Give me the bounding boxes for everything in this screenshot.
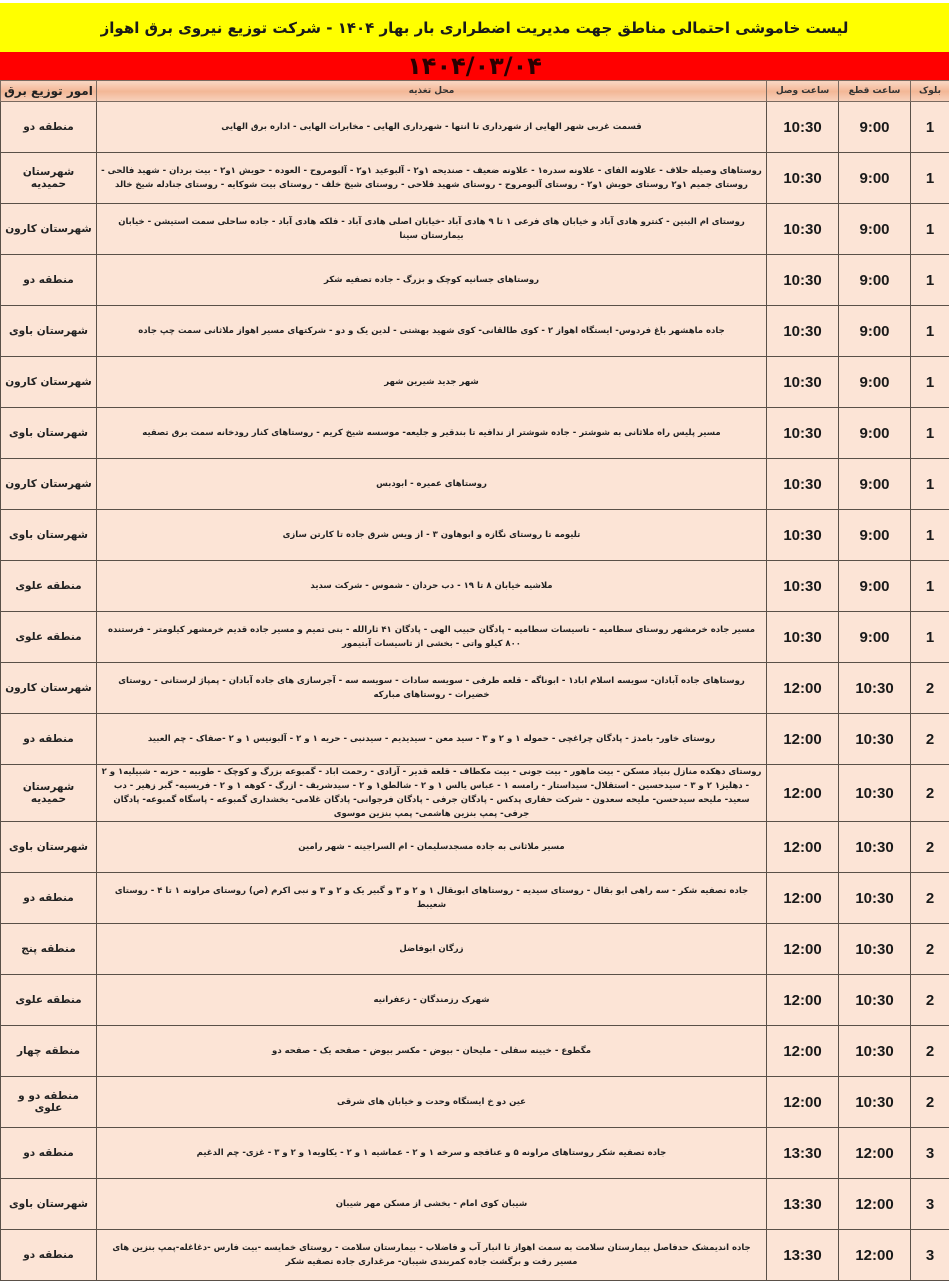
location-cell: جاده ماهشهر باغ فردوس- ایستگاه اهواز ۲ - کوی طالقانی- کوی شهید بهشتی - لدین یک و دو - شرکتهای مسیر اهواز ملاثانی سمت چپ جاده — [97, 306, 767, 357]
region-cell: منطقه دو — [1, 1128, 97, 1179]
off-time-cell: 10:30 — [839, 1026, 911, 1077]
column-header-on-time: ساعت وصل — [767, 81, 839, 102]
block-cell: 2 — [911, 1026, 949, 1077]
block-cell: 3 — [911, 1230, 949, 1281]
location-cell: روستاهای جاده آبادان- سویسه اسلام اباد۱ - ابوناگه - قلعه طرفی - سویسه سادات - سویسه سه - آجرسازی های جاده آبادان - پمپاژ لرستانی - روستای خضیرات - روستاهای مبارکه — [97, 663, 767, 714]
location-cell: تلیومه تا روستای نگازه و ابوهاون ۳ - از ویس شرق جاده تا کارتن سازی — [97, 510, 767, 561]
table-row — [1, 975, 949, 1026]
location-cell: ملاشیه خیابان ۸ تا ۱۹ - دب حردان - شموس - شرکت سدید — [97, 561, 767, 612]
region-cell: منطقه دو — [1, 714, 97, 765]
region-cell: شهرستان باوی — [1, 822, 97, 873]
on-time-cell: 12:00 — [767, 765, 839, 822]
off-time-cell: 9:00 — [839, 357, 911, 408]
off-time-cell: 9:00 — [839, 408, 911, 459]
location-cell: شهر جدید شیرین شهر — [97, 357, 767, 408]
on-time-cell: 13:30 — [767, 1230, 839, 1281]
off-time-cell: 9:00 — [839, 204, 911, 255]
off-time-cell: 12:00 — [839, 1179, 911, 1230]
block-cell: 1 — [911, 255, 949, 306]
table-row — [1, 1230, 949, 1281]
off-time-cell: 12:00 — [839, 1230, 911, 1281]
on-time-cell: 12:00 — [767, 663, 839, 714]
off-time-cell: 10:30 — [839, 822, 911, 873]
location-cell: روستای دهکده منازل بنیاد مسکن - بیت ماهور - بیت جونی - بیت مکطاف - قلعه قدیر - آزادی - رحمت اباد - گمبوعه بزرگ و کوچک - طوبیه - حزبه - شبیلیه۱ و ۲ - دهلیز۱ ۲ و ۳ - سیدحسین - استقلال- سیداستار - رامسه ۱ - عباس یالس ۱ و ۲ - شالطق۱ و ۲ - سیدشریف - ازرگ - کوهه ۱ و ۲ - فریسیه- گبر زهیر - دب سعید- ملیحه سیدحسن- ملیحه سعدون - شرکت حفاری پدکس - پادگان جرفی - پادگان فرجوانی- پادگان غلامی- بخشداری گمبوعه - پاسگاه گمبوعه- پادگان جرفی- پمپ بنزین هاشمی- پمپ بنزین موسوی — [97, 765, 767, 822]
on-time-cell: 13:30 — [767, 1128, 839, 1179]
location-cell: مسیر جاده خرمشهر روستای سطامیه - تاسیسات سطامیه - پادگان حبیب الهی - پادگان ۴۱ ثارالله - بنی تمیم و مسیر جاده قدیم خرمشهر کیلومتر - فرستنده ۸۰۰ کیلو واتی - بخشی از تاسیسات آبتیمور — [97, 612, 767, 663]
table-row — [1, 306, 949, 357]
on-time-cell: 10:30 — [767, 306, 839, 357]
region-cell: منطقه دو — [1, 873, 97, 924]
region-cell: شهرستان باوی — [1, 408, 97, 459]
block-cell: 2 — [911, 822, 949, 873]
table-header-row — [1, 81, 949, 102]
table-row — [1, 1128, 949, 1179]
off-time-cell: 12:00 — [839, 1128, 911, 1179]
region-cell: شهرستان باوی — [1, 510, 97, 561]
region-cell: شهرستان باوی — [1, 1179, 97, 1230]
block-cell: 2 — [911, 924, 949, 975]
outage-schedule-table — [0, 80, 949, 1281]
on-time-cell: 10:30 — [767, 204, 839, 255]
location-cell: قسمت غربی شهر الهایی از شهرداری تا انتها - شهرداری الهایی - مخابرات الهایی - اداره برق الهایی — [97, 102, 767, 153]
location-cell: شیبان کوی امام - بخشی از مسکن مهر شیبان — [97, 1179, 767, 1230]
region-cell: شهرستان کارون — [1, 459, 97, 510]
region-cell: شهرستان حمیدیه — [1, 153, 97, 204]
table-row — [1, 153, 949, 204]
table-row — [1, 765, 949, 822]
table-row — [1, 663, 949, 714]
off-time-cell: 10:30 — [839, 1077, 911, 1128]
region-cell: منطقه دو — [1, 102, 97, 153]
off-time-cell: 10:30 — [839, 663, 911, 714]
location-cell: شهرک رزمندگان - زعفرانیه — [97, 975, 767, 1026]
location-cell: روستاهای جسانیه کوچک و بزرگ - جاده تصفیه شکر — [97, 255, 767, 306]
region-cell: منطقه دو — [1, 1230, 97, 1281]
region-cell: منطقه علوی — [1, 561, 97, 612]
on-time-cell: 10:30 — [767, 459, 839, 510]
block-cell: 1 — [911, 459, 949, 510]
off-time-cell: 9:00 — [839, 306, 911, 357]
on-time-cell: 10:30 — [767, 612, 839, 663]
report-date: ۱۴۰۴/۰۳/۰۴ — [0, 52, 949, 80]
region-cell: شهرستان حمیدیه — [1, 765, 97, 822]
table-row — [1, 924, 949, 975]
on-time-cell: 12:00 — [767, 1077, 839, 1128]
region-cell: منطقه علوی — [1, 975, 97, 1026]
location-cell: جاده تصفیه شکر روستاهای مراونه ۵ و عنافجه و سرخه ۱ و ۲ - عماشیه ۱ و ۲ - یکاویه۱ و ۲ و ۳ - غزی- چم الدغیم — [97, 1128, 767, 1179]
off-time-cell: 10:30 — [839, 873, 911, 924]
off-time-cell: 9:00 — [839, 561, 911, 612]
block-cell: 2 — [911, 765, 949, 822]
block-cell: 1 — [911, 510, 949, 561]
region-cell: منطقه دو — [1, 255, 97, 306]
on-time-cell: 12:00 — [767, 822, 839, 873]
location-cell: جاده اندیمشک حدفاصل بیمارستان سلامت به سمت اهواز تا انبار آب و فاضلاب - بیمارستان سلامت - روستای خمایسه -بیت فارس -دغاغله-پمپ بنزین های مسیر رفت و برگشت جاده کمربندی شیبان- مرغداری جاده تصفیه شکر — [97, 1230, 767, 1281]
on-time-cell: 10:30 — [767, 255, 839, 306]
location-cell: روستاهای عمیره - ابودبس — [97, 459, 767, 510]
region-cell: شهرستان باوی — [1, 306, 97, 357]
on-time-cell: 10:30 — [767, 561, 839, 612]
table-row — [1, 510, 949, 561]
location-cell: روستای ام البنین - کنترو هادی آباد و خیابان های فرعی ۱ تا ۹ هادی آباد -خیابان اصلی هادی آباد - فلکه هادی آباد - جاده ساحلی سمت استیشن - خیابان بیمارستان سینا — [97, 204, 767, 255]
table-body — [1, 102, 949, 1281]
table-row — [1, 255, 949, 306]
location-cell: مسیر پلیس راه ملاثانی به شوشتر - جاده شوشتر از ندافیه تا بندقیر و جلیعه- موسسه شیخ کریم - روستاهای کنار رودخانه سمت برق تصفیه — [97, 408, 767, 459]
off-time-cell: 10:30 — [839, 975, 911, 1026]
block-cell: 3 — [911, 1128, 949, 1179]
location-cell: مسیر ملاثانی به جاده مسجدسلیمان - ام السراجینه - شهر رامین — [97, 822, 767, 873]
table-row — [1, 714, 949, 765]
table-row — [1, 204, 949, 255]
table-row — [1, 561, 949, 612]
location-cell: زرگان ابوفاضل — [97, 924, 767, 975]
region-cell: منطقه علوی — [1, 612, 97, 663]
table-row — [1, 873, 949, 924]
block-cell: 2 — [911, 975, 949, 1026]
column-header-region: امور توزیع برق — [1, 81, 97, 102]
region-cell: منطقه پنج — [1, 924, 97, 975]
block-cell: 1 — [911, 357, 949, 408]
column-header-block: بلوک — [911, 81, 949, 102]
table-row — [1, 822, 949, 873]
table-row — [1, 1179, 949, 1230]
on-time-cell: 10:30 — [767, 408, 839, 459]
table-row — [1, 102, 949, 153]
location-cell: روستاهای وصیله حلاف - علاونه الفای - علاونه سدره۱ - علاونه ضعیف - صندیحه ۱و۲ - آلبوعید ۱و۲ - آلبومروح - العوده - حویش ۱و۲ - بیت بردان - شهید فالحی - روستای جمیم ۱و۲ روستای حویش ۱و۲ - روستای آلبومروح - روستای شهید فلاحی - روستای شیخ خلف - روستای بیت شوکایه - روستای جنادله شیخ خالد — [97, 153, 767, 204]
block-cell: 3 — [911, 1179, 949, 1230]
report-title: لیست خاموشی احتمالی مناطق جهت مدیریت اضطراری بار بهار ۱۴۰۴ - شرکت توزیع نیروی برق اهواز — [0, 3, 949, 52]
on-time-cell: 12:00 — [767, 714, 839, 765]
region-cell: شهرستان کارون — [1, 357, 97, 408]
on-time-cell: 12:00 — [767, 924, 839, 975]
column-header-location: محل تغذیه — [97, 81, 767, 102]
block-cell: 1 — [911, 153, 949, 204]
block-cell: 1 — [911, 561, 949, 612]
location-cell: روستای خاور- بامدژ - پادگان چراغچی - حموله ۱ و ۲ و ۳ - سید معن - سیدیدیم - سیدنبی - حریه ۱ و ۲ - آلبونیس ۱ و ۲ -صفاک - چم العبید — [97, 714, 767, 765]
off-time-cell: 9:00 — [839, 510, 911, 561]
off-time-cell: 10:30 — [839, 765, 911, 822]
table-row — [1, 459, 949, 510]
on-time-cell: 12:00 — [767, 873, 839, 924]
block-cell: 1 — [911, 204, 949, 255]
block-cell: 1 — [911, 408, 949, 459]
off-time-cell: 9:00 — [839, 612, 911, 663]
off-time-cell: 9:00 — [839, 153, 911, 204]
location-cell: مگطوع - خیینه سفلی - ملیحان - بیوض - مکسر بیوض - صفحه یک - صفحه دو — [97, 1026, 767, 1077]
region-cell: منطقه چهار — [1, 1026, 97, 1077]
off-time-cell: 10:30 — [839, 924, 911, 975]
region-cell: شهرستان کارون — [1, 663, 97, 714]
table-row — [1, 1077, 949, 1128]
on-time-cell: 10:30 — [767, 510, 839, 561]
off-time-cell: 9:00 — [839, 102, 911, 153]
block-cell: 2 — [911, 873, 949, 924]
block-cell: 1 — [911, 306, 949, 357]
table-row — [1, 357, 949, 408]
table-row — [1, 408, 949, 459]
column-header-off-time: ساعت قطع — [839, 81, 911, 102]
location-cell: عین دو خ ایستگاه وحدت و خیابان های شرقی — [97, 1077, 767, 1128]
block-cell: 1 — [911, 102, 949, 153]
region-cell: شهرستان کارون — [1, 204, 97, 255]
on-time-cell: 10:30 — [767, 153, 839, 204]
off-time-cell: 10:30 — [839, 714, 911, 765]
region-cell: منطقه دو و علوی — [1, 1077, 97, 1128]
on-time-cell: 12:00 — [767, 975, 839, 1026]
block-cell: 2 — [911, 714, 949, 765]
off-time-cell: 9:00 — [839, 459, 911, 510]
block-cell: 1 — [911, 612, 949, 663]
off-time-cell: 9:00 — [839, 255, 911, 306]
table-row — [1, 1026, 949, 1077]
on-time-cell: 10:30 — [767, 102, 839, 153]
on-time-cell: 12:00 — [767, 1026, 839, 1077]
block-cell: 2 — [911, 1077, 949, 1128]
on-time-cell: 10:30 — [767, 357, 839, 408]
block-cell: 2 — [911, 663, 949, 714]
location-cell: جاده تصفیه شکر - سه راهی ابو بقال - روستای سیدیه - روستاهای ابوبقال ۱ و ۲ و ۳ و گبیر یک و ۲ و ۳ و نبی اکرم (ص) روستای مراونه ۱ تا ۴ - روستای شعیبط — [97, 873, 767, 924]
table-row — [1, 612, 949, 663]
on-time-cell: 13:30 — [767, 1179, 839, 1230]
